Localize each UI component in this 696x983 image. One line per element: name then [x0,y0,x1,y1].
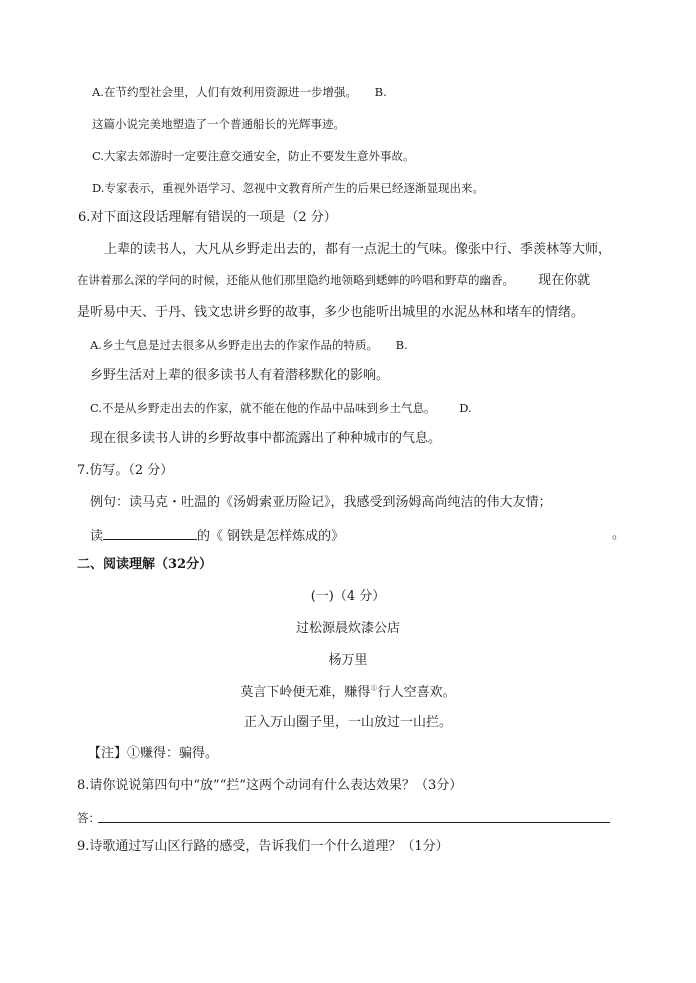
q6-option-b-label: B. [395,338,408,352]
q9-title: 9.诗歌通过写山区行路的感受，告诉我们一个什么道理？（1分） [77,839,449,854]
q8-title: 8.请你说说第四句中“放”“拦”这两个动词有什么表达效果？（3分） [77,778,463,793]
poem-line-1-a: 莫言下岭便无难，赚得 [240,685,371,700]
q6-passage-line1: 上辈的读书人，大凡从乡野走出去的，都有一点泥土的气味。像张中行、季羡林等大师， [104,242,612,257]
poem-note: 【注】①赚得：骗得。 [88,746,219,761]
q6-option-a [90,336,408,354]
q6-passage-line3: 是听易中天、于丹、钱文忠讲乡野的故事，多少也能听出城里的水泥丛林和堵车的情绪。 [77,305,585,320]
poem-part: (一)（4 分） [310,589,386,604]
poem-author: 杨万里 [328,653,368,668]
q6-title: 6.对下面这段话理解有错误的一项是（2 分） [78,210,337,225]
q6-passage-line2-text: 在讲着那么深的学问的时候，还能从他们那里隐约地领略到蟋蟀的吟唱和野草的幽香。 [77,273,514,287]
poem-title: 过松源晨炊漆公店 [295,621,400,636]
q6-passage-line2 [77,271,590,290]
q5-option-c: C.大家去郊游时一定要注意交通安全，防止不要发生意外事故。 [92,149,415,163]
poem-footnote-mark: ① [370,683,378,693]
q6-option-d-label: D. [459,401,472,415]
q6-option-a-text: A.乡土气息是过去很多从乡野走出去的作家作品的特质。 [90,338,378,352]
poem-line-1 [0,684,696,702]
q7-prompt-prefix: 读 [90,529,104,544]
q7-example: 例句：读马克・吐温的《汤姆索亚历险记》，我感受到汤姆高尚纯洁的伟大友情； [90,495,552,510]
q5-option-b-label: B. [374,85,387,99]
q6-option-b: 乡野生活对上辈的很多读书人有着潜移默化的影响。 [90,368,390,383]
q7-title: 7.仿写。（2 分） [77,463,174,478]
poem-line-1-b: 行人空喜欢。 [377,685,456,700]
q8-answer-line[interactable] [98,822,610,823]
q6-option-c-text: C.不是从乡野走出去的作家，就不能在他的作品中品味到乡土气息。 [90,401,436,415]
q6-passage-line2-end: 现在你就 [538,273,591,288]
q6-option-d: 现在很多读书人讲的乡野故事中都流露出了种种城市的气息。 [90,431,442,446]
q6-option-c [90,399,472,417]
q7-blank-1[interactable] [103,526,197,540]
q5-option-a [92,83,387,101]
q7-prompt-end: 。 [612,527,626,542]
q5-option-d: D.专家表示，重视外语学习、忽视中文教育所产生的后果已经逐渐显现出来。 [92,181,484,195]
q7-prompt-book: 的《 钢铁是怎样炼成的》 [197,529,345,544]
poem-line-2: 正入万山圈子里，一山放过一山拦。 [243,715,452,730]
q5-option-a-text: A.在节约型社会里，人们有效利用资源进一步增强。 [92,85,357,99]
q7-prompt [90,526,344,546]
q8-answer-label: 答： [77,811,100,825]
section-2-title: 二、阅读理解（32分） [77,557,213,572]
q5-option-b: 这篇小说完美地塑造了一个普通船长的光辉事迹。 [92,117,345,131]
